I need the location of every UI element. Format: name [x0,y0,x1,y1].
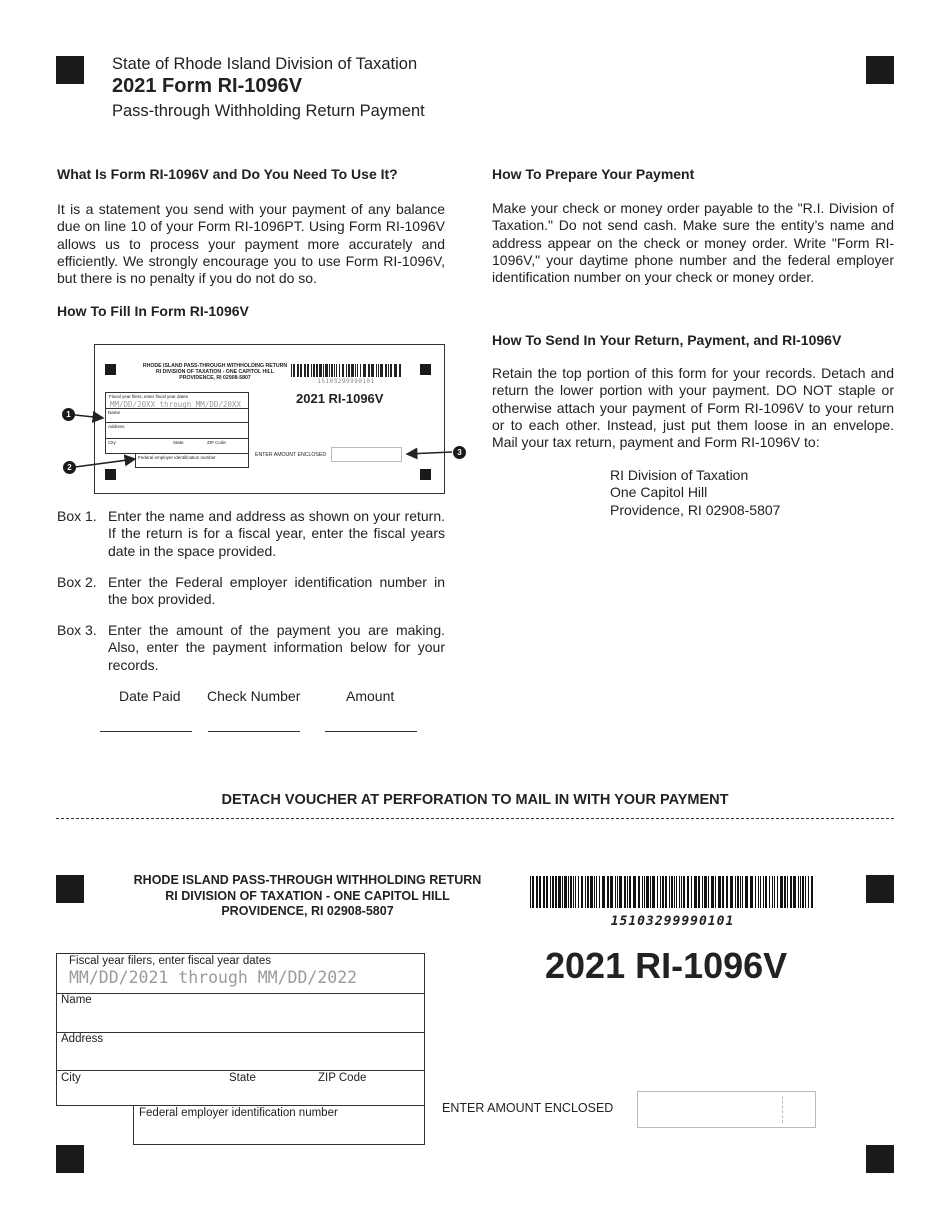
voucher-barcode [530,876,816,908]
check-number-line[interactable] [208,731,300,732]
sample-registration-mark [105,364,116,375]
voucher-form-title: 2021 RI-1096V [545,945,788,986]
box-2-instruction: Box 2. Enter the Federal employer identification number in the box provided. [57,574,445,608]
sample-state-label: State [173,440,184,445]
what-is-heading: What Is Form RI-1096V and Do You Need To Use It? [57,166,398,182]
registration-mark [56,875,84,903]
date-paid-header: Date Paid [119,688,181,704]
fiscal-year-label: Fiscal year filers, enter fiscal year dates [69,955,271,967]
registration-mark [56,56,84,84]
sample-header: RHODE ISLAND PASS-THROUGH WITHHOLDING RETURN RI DIVISION OF TAXATION - ONE CAPITOL HILL PROVIDENCE, RI 02908-5807 [142,363,288,381]
registration-mark [866,1145,894,1173]
sample-barcode [291,364,403,377]
box-1-instruction: Box 1. Enter the name and address as shown on your return. If the return is for a fiscal year, enter the fiscal years date in the space provided. [57,508,445,559]
registration-mark [866,56,894,84]
check-number-header: Check Number [207,688,301,704]
amount-enclosed-label: ENTER AMOUNT ENCLOSED [442,1101,614,1115]
voucher-barcode-number: 15103299990101 [610,914,735,929]
name-field[interactable] [56,993,425,1033]
sample-address-label: Address [108,424,125,429]
detach-instruction: DETACH VOUCHER AT PERFORATION TO MAIL IN WITH YOUR PAYMENT [221,792,729,808]
prepare-heading: How To Prepare Your Payment [492,166,695,182]
sample-amount-label: ENTER AMOUNT ENCLOSED [255,452,327,458]
city-label: City [61,1072,81,1084]
sample-city-label: City [108,440,116,445]
name-label: Name [61,994,92,1006]
callout-2: 2 [63,461,76,474]
mailing-address: RI Division of Taxation One Capitol Hill Providence, RI 02908-5807 [610,467,781,518]
agency-name: State of Rhode Island Division of Taxation [112,55,418,73]
registration-mark [56,1145,84,1173]
perforation-line [56,818,894,819]
address-field[interactable] [56,1032,425,1071]
amount-line[interactable] [325,731,417,732]
box-3-instruction: Box 3. Enter the amount of the payment you are making. Also, enter the payment information below for your records. [57,622,445,673]
sample-fiscal-value: MM/DD/20XX through MM/DD/20XX [110,400,241,409]
what-is-text: It is a statement you send with your payment of any balance due on line 10 of your Form RI-1096PT. Using Form RI-1096V allows us to process your payment more accurately and efficiently. We strongly encourage you to use Form RI-1096V, but there is no penalty if you do not do so. [57,201,445,287]
send-text: Retain the top portion of this form for your records. Detach and return the lower portion with your payment. DO NOT staple or otherwise attach your payment of Form RI-1096V to your return or to each other. Instead, just put them loose in an envelope. Mail your tax return, payment and Form RI-1096V to: [492,365,894,451]
prepare-text: Make your check or money order payable to the "R.I. Division of Taxation." Do not send cash. Make sure the entity’s name and address appear on the check or money order. Write "Form RI-1096V," your daytime phone number and the federal employer identification number on your check or money order. [492,200,894,286]
sample-name-label: Name [108,410,121,415]
sample-fiscal-label: Fiscal year filers, enter fiscal year dates [109,394,189,399]
sample-form-title: 2021 RI-1096V [296,391,384,406]
registration-mark [866,875,894,903]
form-title: 2021 Form RI-1096V [112,75,303,97]
sample-callout-arrows [55,400,475,480]
address-label: Address [61,1033,104,1045]
voucher-header: RHODE ISLAND PASS-THROUGH WITHHOLDING RETURN RI DIVISION OF TAXATION - ONE CAPITOL HILL PROVIDENCE, RI 02908-5807 [133,873,482,918]
sample-zip-label: ZIP Code [207,440,226,445]
sample-barcode-number: 15103299990101 [317,378,375,385]
fein-label: Federal employer identification number [139,1107,338,1119]
date-paid-line[interactable] [100,731,192,732]
callout-1: 1 [62,408,75,421]
amount-header: Amount [346,688,395,704]
send-heading: How To Send In Your Return, Payment, and RI-1096V [492,332,842,348]
state-label: State [229,1072,256,1084]
fiscal-year-value: MM/DD/2021 through MM/DD/2022 [69,968,358,987]
form-subtitle: Pass-through Withholding Return Payment [112,102,425,120]
sample-fein-label: Federal employer identification number [138,455,216,460]
sample-registration-mark [420,364,431,375]
how-to-fill-heading: How To Fill In Form RI-1096V [57,303,249,319]
zip-label: ZIP Code [318,1072,367,1084]
callout-3: 3 [453,446,466,459]
amount-enclosed-field[interactable] [637,1091,816,1128]
